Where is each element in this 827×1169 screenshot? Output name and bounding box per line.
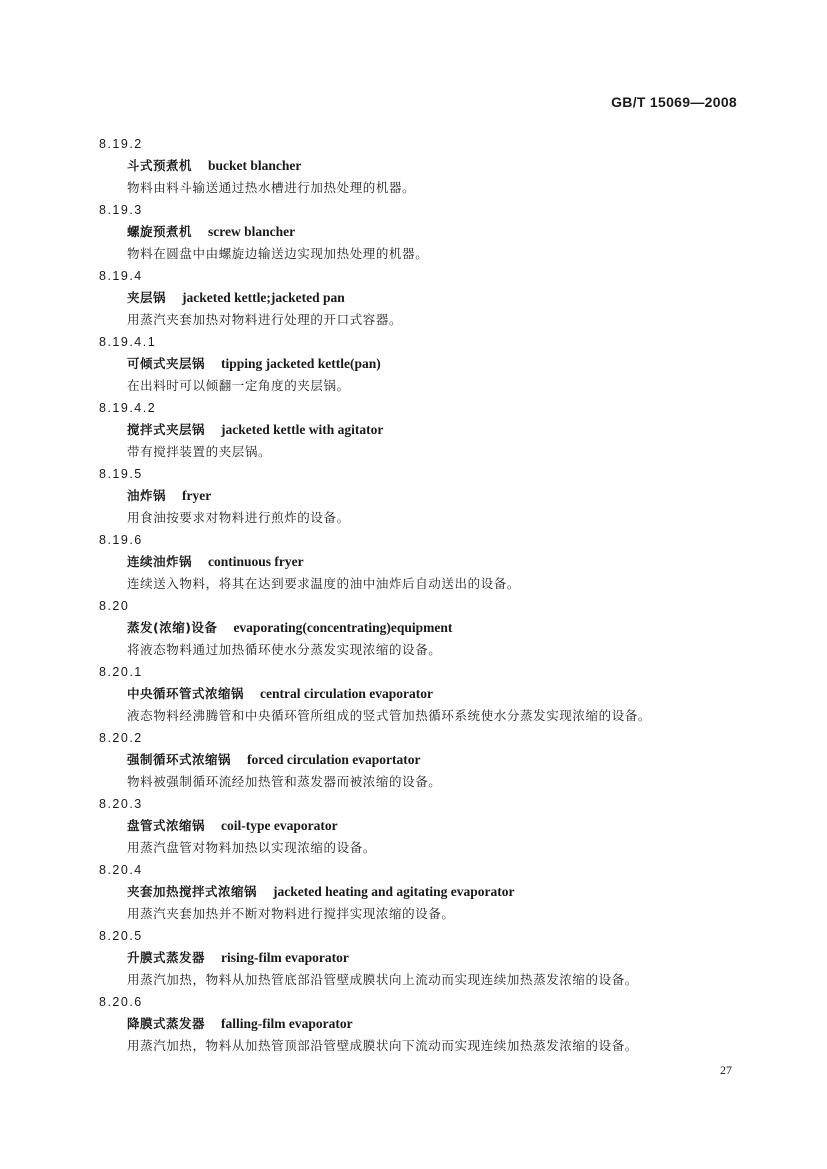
term-chinese: 连续油炸锅 xyxy=(127,554,193,569)
term-heading xyxy=(127,815,739,837)
term-chinese: 夹层锅 xyxy=(127,290,167,305)
clause-number: 8.19.3 xyxy=(99,203,143,217)
term-entry xyxy=(99,199,739,265)
term-heading xyxy=(127,353,739,375)
term-english: rising-film evaporator xyxy=(221,950,349,965)
clause-number: 8.19.2 xyxy=(99,137,143,151)
term-chinese: 盘管式浓缩锅 xyxy=(127,818,206,833)
term-heading xyxy=(127,1013,739,1035)
term-definition: 物料在圆盘中由螺旋边输送边实现加热处理的机器。 xyxy=(127,246,429,261)
clause-number: 8.20 xyxy=(99,599,130,613)
term-definition: 液态物料经沸腾管和中央循环管所组成的竖式管加热循环系统使水分蒸发实现浓缩的设备。 xyxy=(127,708,652,723)
term-entry xyxy=(99,397,739,463)
term-definition: 用蒸汽夹套加热对物料进行处理的开口式容器。 xyxy=(127,312,403,327)
term-english: bucket blancher xyxy=(208,158,302,173)
clause-number: 8.19.4.1 xyxy=(99,335,157,349)
term-list xyxy=(99,133,739,1057)
clause-number: 8.20.5 xyxy=(99,929,143,943)
clause-number: 8.20.4 xyxy=(99,863,143,877)
term-entry xyxy=(99,463,739,529)
clause-number: 8.19.5 xyxy=(99,467,143,481)
term-heading xyxy=(127,287,739,309)
term-heading xyxy=(127,947,739,969)
term-heading xyxy=(127,485,739,507)
term-english: fryer xyxy=(182,488,212,503)
clause-number: 8.20.6 xyxy=(99,995,143,1009)
term-definition: 用蒸汽夹套加热并不断对物料进行搅拌实现浓缩的设备。 xyxy=(127,906,455,921)
term-heading xyxy=(127,419,739,441)
term-chinese: 斗式预煮机 xyxy=(127,158,193,173)
clause-number: 8.20.2 xyxy=(99,731,143,745)
term-heading xyxy=(127,551,739,573)
term-entry xyxy=(99,529,739,595)
term-english: screw blancher xyxy=(208,224,296,239)
term-entry xyxy=(99,925,739,991)
term-english: jacketed kettle with agitator xyxy=(221,422,384,437)
term-english: coil-type evaporator xyxy=(221,818,338,833)
term-chinese: 中央循环管式浓缩锅 xyxy=(127,686,245,701)
term-chinese: 强制循环式浓缩锅 xyxy=(127,752,232,767)
standard-code: GB/T 15069—2008 xyxy=(611,94,737,110)
term-definition: 用食油按要求对物料进行煎炸的设备。 xyxy=(127,510,350,525)
term-heading xyxy=(127,749,739,771)
term-entry xyxy=(99,133,739,199)
term-heading xyxy=(127,683,739,705)
term-heading xyxy=(127,617,739,639)
clause-number: 8.19.4.2 xyxy=(99,401,157,415)
term-definition: 物料由料斗输送通过热水槽进行加热处理的机器。 xyxy=(127,180,416,195)
term-entry xyxy=(99,859,739,925)
term-english: falling-film evaporator xyxy=(221,1016,353,1031)
term-heading xyxy=(127,221,739,243)
term-english: jacketed heating and agitating evaporator xyxy=(273,884,515,899)
term-english: tipping jacketed kettle(pan) xyxy=(221,356,381,371)
term-chinese: 蒸发(浓缩)设备 xyxy=(127,620,218,635)
page-number: 27 xyxy=(720,1063,732,1077)
term-heading xyxy=(127,155,739,177)
term-chinese: 降膜式蒸发器 xyxy=(127,1016,206,1031)
term-english: central circulation evaporator xyxy=(260,686,433,701)
clause-number: 8.20.3 xyxy=(99,797,143,811)
term-entry xyxy=(99,595,739,661)
term-entry xyxy=(99,991,739,1057)
term-definition: 带有搅拌装置的夹层锅。 xyxy=(127,444,272,459)
term-chinese: 升膜式蒸发器 xyxy=(127,950,206,965)
term-chinese: 搅拌式夹层锅 xyxy=(127,422,206,437)
term-chinese: 可倾式夹层锅 xyxy=(127,356,206,371)
term-entry xyxy=(99,331,739,397)
clause-number: 8.19.6 xyxy=(99,533,143,547)
term-entry xyxy=(99,727,739,793)
term-definition: 将液态物料通过加热循环使水分蒸发实现浓缩的设备。 xyxy=(127,642,442,657)
term-entry xyxy=(99,265,739,331)
term-english: continuous fryer xyxy=(208,554,304,569)
term-english: jacketed kettle;jacketed pan xyxy=(182,290,345,305)
term-definition: 在出料时可以倾翻一定角度的夹层锅。 xyxy=(127,378,350,393)
term-heading xyxy=(127,881,739,903)
term-chinese: 油炸锅 xyxy=(127,488,167,503)
term-entry xyxy=(99,793,739,859)
term-chinese: 螺旋预煮机 xyxy=(127,224,193,239)
term-definition: 用蒸汽加热，物料从加热管顶部沿管壁成膜状向下流动而实现连续加热蒸发浓缩的设备。 xyxy=(127,1038,638,1053)
clause-number: 8.20.1 xyxy=(99,665,143,679)
term-definition: 连续送入物料，将其在达到要求温度的油中油炸后自动送出的设备。 xyxy=(127,576,521,591)
term-chinese: 夹套加热搅拌式浓缩锅 xyxy=(127,884,258,899)
term-english: forced circulation evaportator xyxy=(247,752,421,767)
term-definition: 用蒸汽加热，物料从加热管底部沿管壁成膜状向上流动而实现连续加热蒸发浓缩的设备。 xyxy=(127,972,638,987)
term-definition: 用蒸汽盘管对物料加热以实现浓缩的设备。 xyxy=(127,840,376,855)
term-english: evaporating(concentrating)equipment xyxy=(233,620,453,635)
term-definition: 物料被强制循环流经加热管和蒸发器而被浓缩的设备。 xyxy=(127,774,442,789)
term-entry xyxy=(99,661,739,727)
clause-number: 8.19.4 xyxy=(99,269,143,283)
